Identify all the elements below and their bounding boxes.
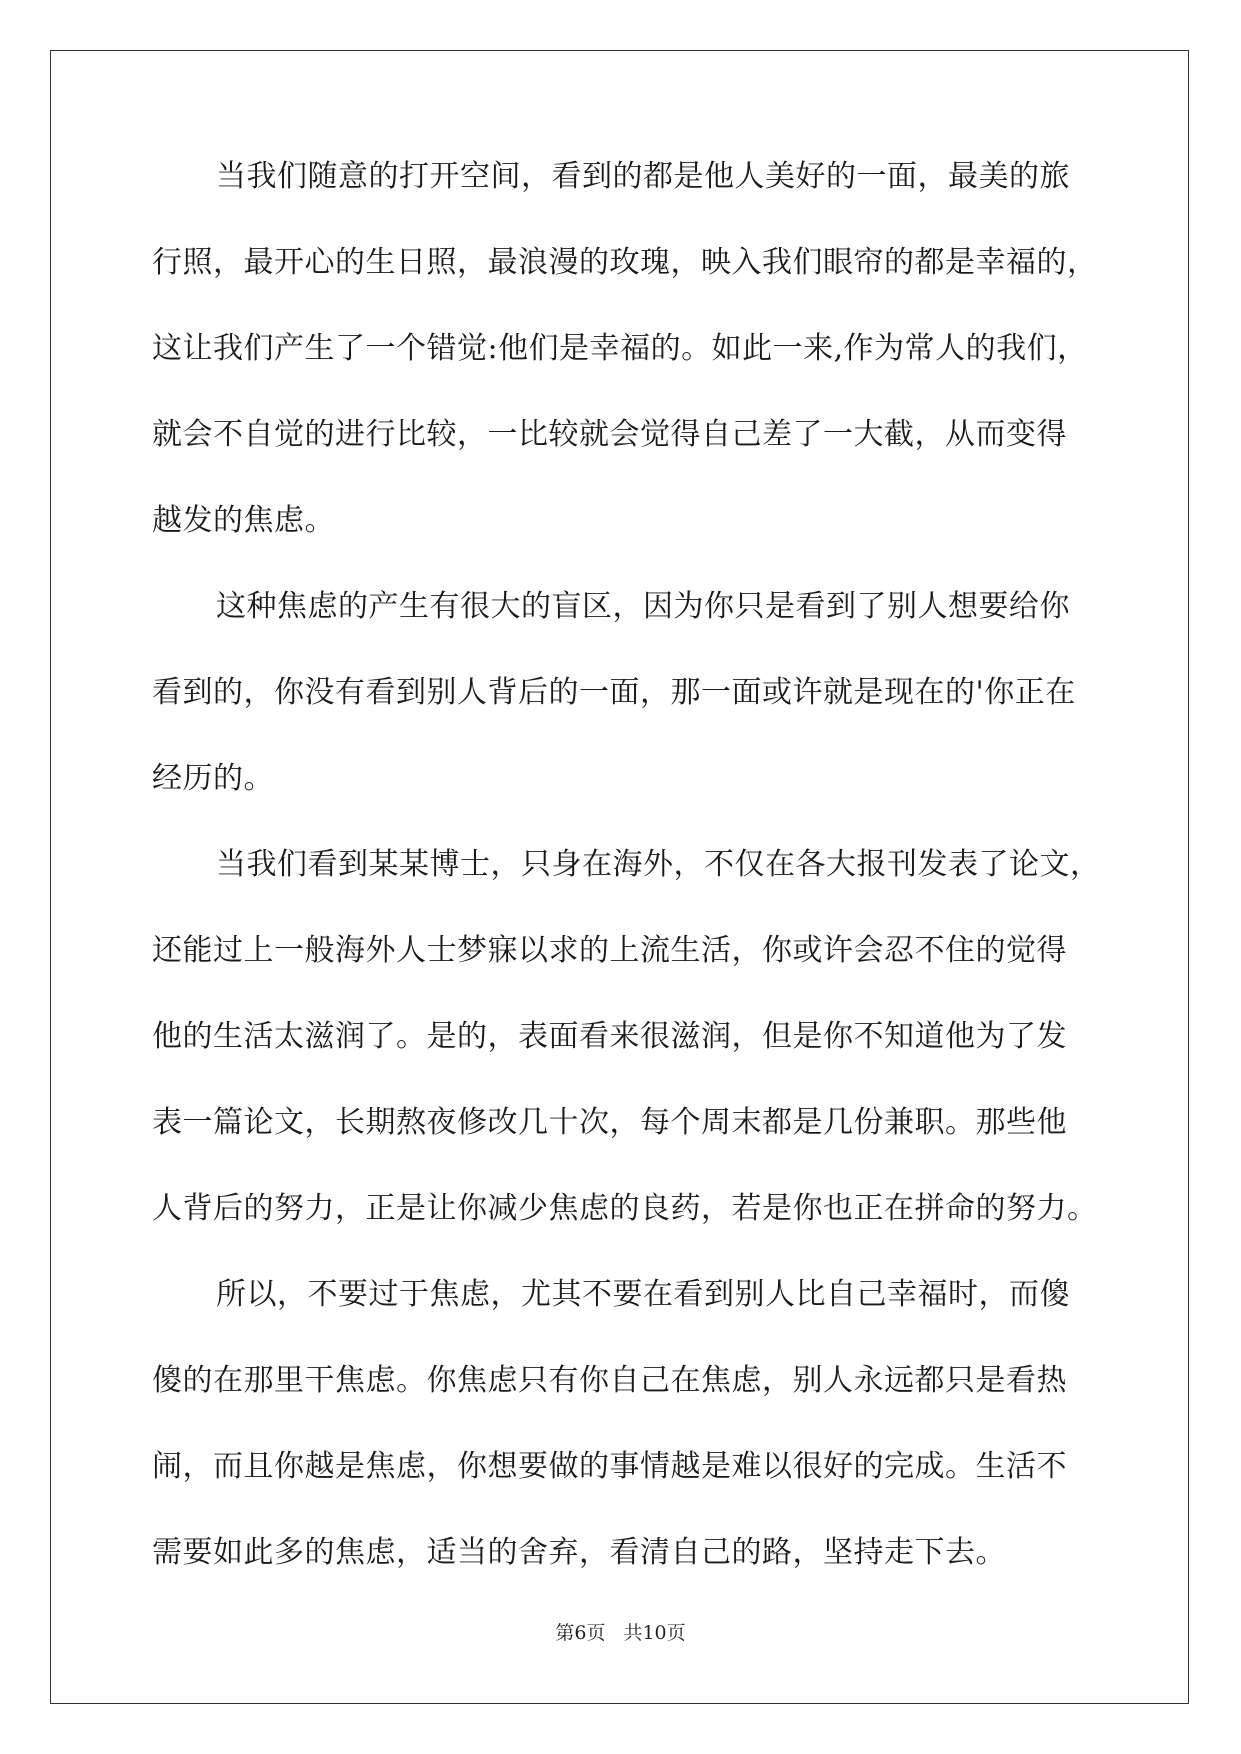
paragraph-2-line-3: 经历的。 <box>152 761 274 796</box>
total-pages: 共10页 <box>623 1622 686 1644</box>
paragraph-1-line-1: 当我们随意的打开空间，看到的都是他人美好的一面，最美的旅 <box>216 159 1070 194</box>
paragraph-3-line-2: 还能过上一般海外人士梦寐以求的上流生活，你或许会忍不住的觉得 <box>152 933 1067 968</box>
paragraph-2-line-2: 看到的，你没有看到别人背后的一面，那一面或许就是现在的'你正在 <box>152 675 1076 710</box>
paragraph-1-line-3: 这让我们产生了一个错觉:他们是幸福的。如此一来,作为常人的我们， <box>152 331 1088 366</box>
paragraph-3-line-3: 他的生活太滋润了。是的，表面看来很滋润，但是你不知道他为了发 <box>152 1019 1067 1054</box>
paragraph-1-line-5: 越发的焦虑。 <box>152 503 335 538</box>
page-number: 第6页 <box>555 1622 606 1644</box>
page-footer <box>0 1621 1241 1645</box>
paragraph-4-line-1: 所以，不要过于焦虑，尤其不要在看到别人比自己幸福时，而傻 <box>216 1277 1070 1312</box>
paragraph-4-line-2: 傻的在那里干焦虑。你焦虑只有你自己在焦虑，别人永远都只是看热 <box>152 1363 1067 1398</box>
paragraph-4-line-3: 闹，而且你越是焦虑，你想要做的事情越是难以很好的完成。生活不 <box>152 1449 1067 1484</box>
paragraph-1-line-2: 行照，最开心的生日照，最浪漫的玫瑰，映入我们眼帘的都是幸福的， <box>152 245 1098 280</box>
paragraph-1-line-4: 就会不自觉的进行比较，一比较就会觉得自己差了一大截，从而变得 <box>152 417 1067 452</box>
paragraph-3-line-1: 当我们看到某某博士，只身在海外，不仅在各大报刊发表了论文， <box>216 847 1101 882</box>
document-body <box>152 159 1101 1622</box>
paragraph-4-line-4: 需要如此多的焦虑，适当的舍弃，看清自己的路，坚持走下去。 <box>152 1535 1006 1570</box>
paragraph-2-line-1: 这种焦虑的产生有很大的盲区，因为你只是看到了别人想要给你 <box>216 589 1070 624</box>
paragraph-3-line-5: 人背后的努力，正是让你减少焦虑的良药，若是你也正在拼命的努力。 <box>152 1191 1098 1226</box>
paragraph-3-line-4: 表一篇论文，长期熬夜修改几十次，每个周末都是几份兼职。那些他 <box>152 1105 1067 1140</box>
